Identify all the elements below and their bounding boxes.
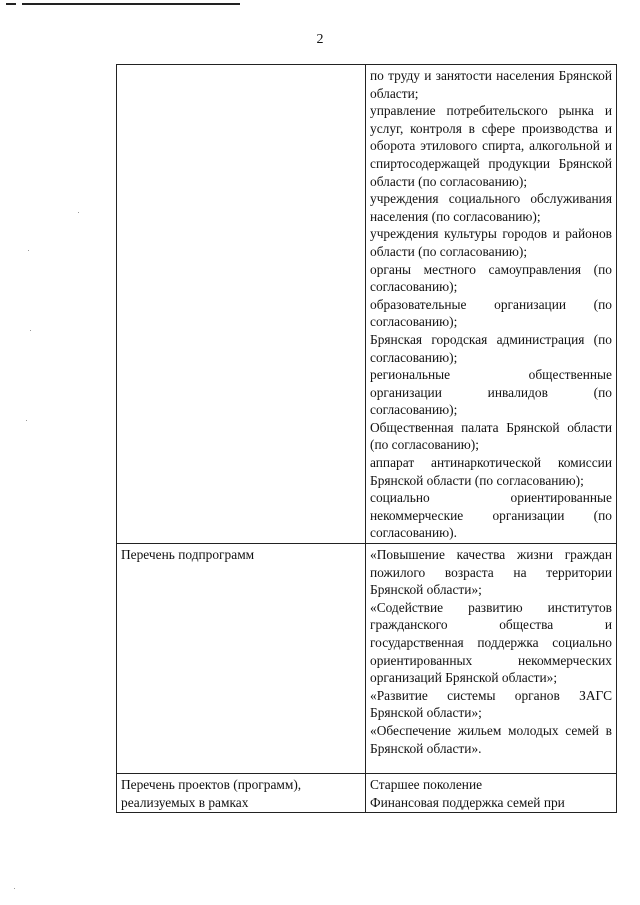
table-row (117, 774, 617, 813)
row-label: Перечень подпрограмм (117, 544, 366, 774)
scan-mark (6, 3, 16, 5)
passport-table (116, 64, 617, 813)
list-item: «Повышение качества жизни граждан пожилого возраста на территории Брянской области»; (370, 547, 612, 598)
list-item: Старшее поколение (370, 777, 483, 793)
list-item: Общественная палата Брянской области (по согласованию); (370, 419, 612, 453)
row-content (366, 544, 617, 774)
list-item: региональные общественные организации инвалидов (по согласованию); (370, 367, 612, 418)
list-item: учреждения социального обслуживания населения (по согласованию); (370, 191, 612, 224)
row-content (366, 774, 617, 813)
list-item: образовательные организации (по согласованию); (370, 296, 612, 330)
list-item: по труду и занятости населения Брянской области; (370, 68, 612, 101)
scan-speck (14, 888, 15, 889)
list-item: аппарат антинаркотической комиссии Брянской области (по согласованию); (370, 455, 612, 488)
list-item: социально ориентированные некоммерческие организации (по согласованию). (370, 490, 612, 541)
scan-mark-line (22, 3, 240, 5)
scan-speck (78, 212, 79, 213)
table-row (117, 544, 617, 774)
table-row (117, 65, 617, 544)
row-content (366, 65, 617, 544)
scan-speck (26, 420, 27, 421)
scan-speck (30, 330, 31, 331)
list-item: «Содействие развитию институтов гражданского общества и государственная поддержка социально ориентированных некоммерческих организаций Брянской области»; (370, 599, 612, 686)
row-label (117, 65, 366, 544)
list-item: Финансовая поддержка семей при (370, 794, 565, 810)
list-item: Брянская городская администрация (по согласованию); (370, 331, 612, 365)
list-item: учреждения культуры городов и районов области (по согласованию); (370, 226, 612, 259)
list-item: управление потребительского рынка и услуг, контроля в сфере производства и оборота этилового спирта, алкогольной и спиртосодержащей продукции Брянской области (по согласованию); (370, 103, 612, 189)
list-item: органы местного самоуправления (по согласованию); (370, 261, 612, 295)
scan-speck (28, 250, 29, 251)
list-item: «Развитие системы органов ЗАГС Брянской области»; (370, 687, 612, 721)
row-label: Перечень проектов (программ), реализуемых в рамках (117, 774, 366, 813)
page-number: 2 (316, 32, 324, 47)
list-item: «Обеспечение жильем молодых семей в Брянской области». (370, 722, 612, 756)
